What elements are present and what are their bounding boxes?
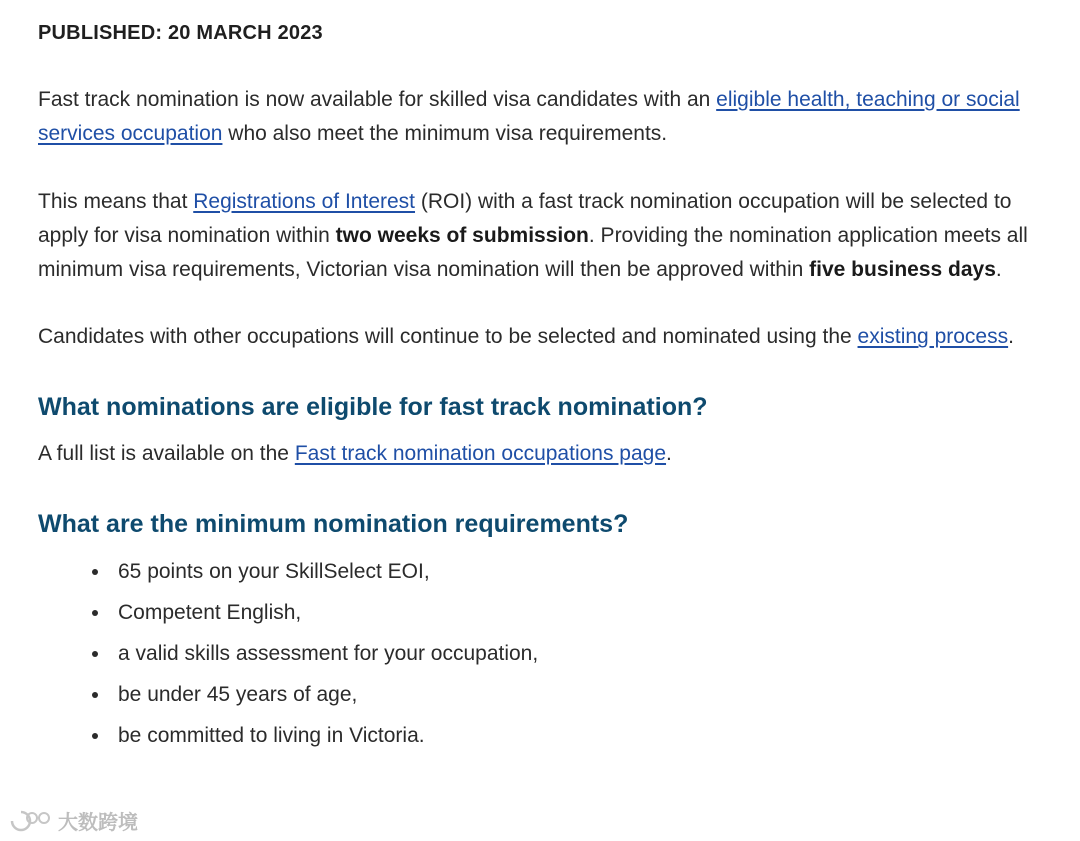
published-date: PUBLISHED: 20 MARCH 2023 — [38, 22, 323, 44]
means-text-4: . — [995, 258, 1002, 282]
watermark-logo-icon — [8, 808, 54, 834]
minimum-requirements-heading: What are the minimum nomination requirements? — [38, 510, 629, 539]
list-item: a valid skills assessment for your occupation, — [38, 633, 1053, 674]
intro-text-before: Fast track nomination is now available for skilled visa candidates with an — [38, 88, 717, 111]
intro-paragraph — [38, 83, 1053, 152]
bullet-icon — [92, 733, 98, 739]
bullet-icon — [92, 692, 98, 698]
means-paragraph — [38, 185, 1053, 288]
means-text-1: This means that — [38, 189, 194, 213]
registrations-of-interest-link[interactable]: Registrations of Interest — [193, 189, 416, 213]
eligible-occupation-link[interactable]: eligible health, teaching or social services occupation — [38, 88, 1020, 146]
full-list-text-before: A full list is available on the — [38, 441, 295, 465]
list-item: 65 points on your SkillSelect EOI, — [38, 551, 1053, 592]
article-content — [38, 18, 1053, 756]
list-item: be committed to living in Victoria. — [38, 715, 1053, 756]
list-item: be under 45 years of age, — [38, 674, 1053, 715]
means-text-2: (ROI) with a fast track nomination occupation will be selected to apply for visa nomination within — [38, 189, 1012, 247]
eligible-nominations-heading: What nominations are eligible for fast track nomination? — [38, 392, 708, 421]
other-text-before: Candidates with other occupations will continue to be selected and nominated using the — [38, 325, 858, 349]
other-occupations-paragraph — [38, 320, 1053, 354]
intro-text-after: who also meet the minimum visa requirements. — [222, 122, 668, 146]
means-text-3: . Providing the nomination application meets all minimum visa requirements, Victorian visa nomination will then be approved within — [38, 223, 1028, 282]
watermark — [8, 806, 138, 835]
requirements-list — [38, 551, 1053, 756]
existing-process-link[interactable]: existing process — [857, 325, 1009, 349]
means-bold-2: five business days — [809, 258, 996, 282]
fast-track-occupations-link[interactable]: Fast track nomination occupations page — [294, 441, 667, 465]
full-list-text-after: . — [666, 441, 672, 465]
other-text-after: . — [1008, 325, 1014, 349]
bullet-icon — [92, 651, 98, 657]
list-item: Competent English, — [38, 592, 1053, 633]
bullet-icon — [92, 610, 98, 616]
means-bold-1: two weeks of submission — [335, 223, 589, 247]
watermark-text: 大数跨境 — [58, 812, 138, 834]
full-list-paragraph — [38, 437, 1053, 471]
bullet-icon — [92, 569, 98, 575]
